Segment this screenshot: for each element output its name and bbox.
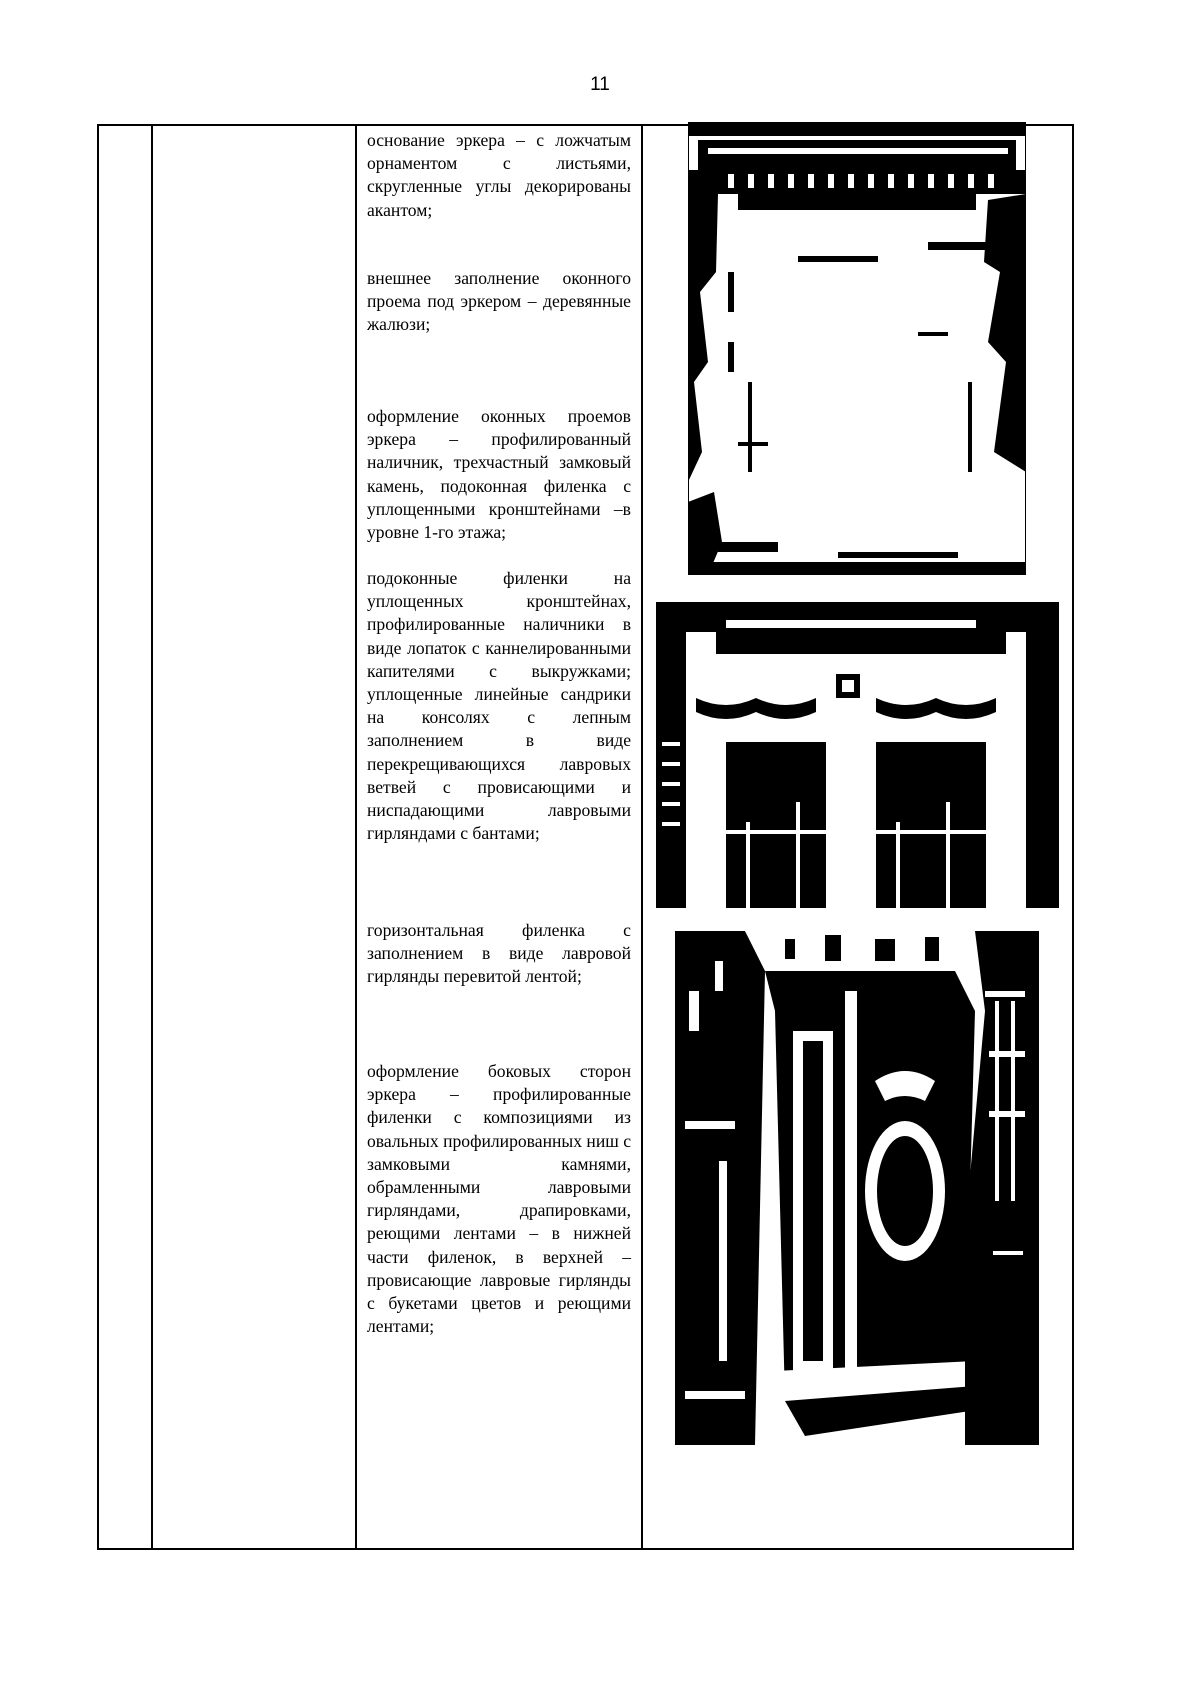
bay-window-base-photo [688, 122, 1026, 575]
paragraph-erker-base: основание эркера – с ложчатым орнаментом с листьями, скругленные углы декорированы акантом; [367, 130, 631, 220]
column-divider-3 [641, 126, 643, 1548]
column-divider-2 [355, 126, 357, 1548]
paragraph-sill-panels: подоконные филенки на уплощенных кронштейнах, профилированные наличники в виде лопаток с каннелированными капителями с выкружками; уплощенные линейные сандрики на консолях с лепным заполнением в виде перекрещивающихся лавровых ветвей с провисающими и ниспадающими лавровыми гирляндами с бантами; [367, 568, 631, 844]
paragraph-window-shutters: внешнее заполнение оконного проема под эркером – деревянные жалюзи; [367, 268, 631, 335]
page-number: 11 [590, 74, 610, 95]
description-cell [367, 126, 631, 1548]
paragraph-horizontal-panel: горизонтальная филенка с заполнением в виде лавровой гирлянды перевитой лентой; [367, 920, 631, 987]
paragraph-window-frames: оформление оконных проемов эркера – профилированный наличник, трехчастный замковый камень, подоконная филенка с уплощенными кронштейнами –в уровне 1-го этажа; [367, 406, 631, 543]
data-table [97, 124, 1074, 1550]
window-lintels-photo [656, 602, 1059, 908]
column-divider-1 [151, 126, 153, 1548]
bay-window-side-photo [675, 931, 1039, 1445]
paragraph-side-panels: оформление боковых сторон эркера – профилированные филенки с композициями из овальных профилированных ниш с замковыми камнями, обрамленными лавровыми гирляндами, драпировками, реющими лентами – в нижней части филенок, в верхней – провисающие лавровые гирлянды с букетами цветов и реющими лентами; [367, 1061, 632, 1337]
